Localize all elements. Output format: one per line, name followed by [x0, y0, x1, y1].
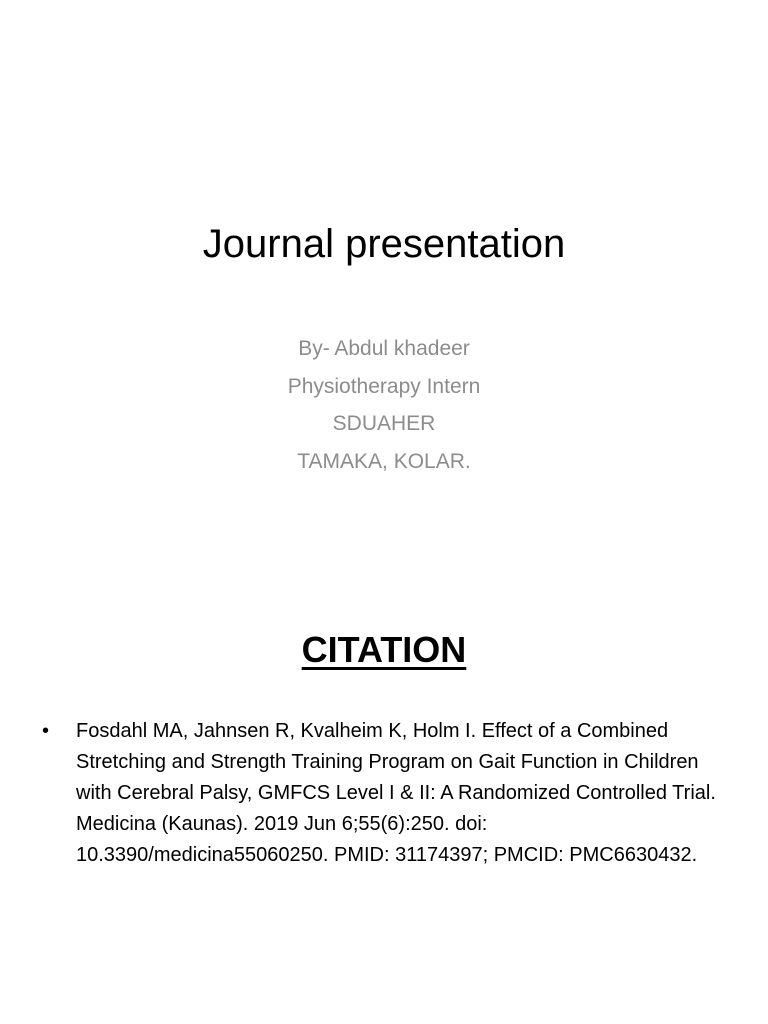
presenter-role: Physiotherapy Intern [287, 374, 481, 398]
citation-text: Fosdahl MA, Jahnsen R, Kvalheim K, Holm I. Effect of a Combined Stretching and Strength Training Program on Gait Function in Children with Cerebral Palsy, GMFCS Level I & II: A Randomized Controlled Trial. Medicina (Kaunas). 2019 Jun 6;55(6):250. doi: 10.3390/medicina55060250. PMID: 31174397; PMCID: PMC6630432. [76, 720, 716, 866]
presenter-info [0, 330, 768, 480]
citation-item [42, 716, 722, 871]
citation-heading: CITATION [301, 629, 467, 670]
presenter-location: TAMAKA, KOLAR. [297, 449, 471, 473]
bullet-icon: • [42, 720, 50, 742]
presenter-name: By- Abdul khadeer [298, 337, 470, 360]
presentation-title: Journal presentation [202, 222, 566, 266]
citation-list [42, 716, 722, 871]
citation-slide [0, 576, 768, 1024]
presenter-institution: SDUAHER [332, 412, 436, 435]
